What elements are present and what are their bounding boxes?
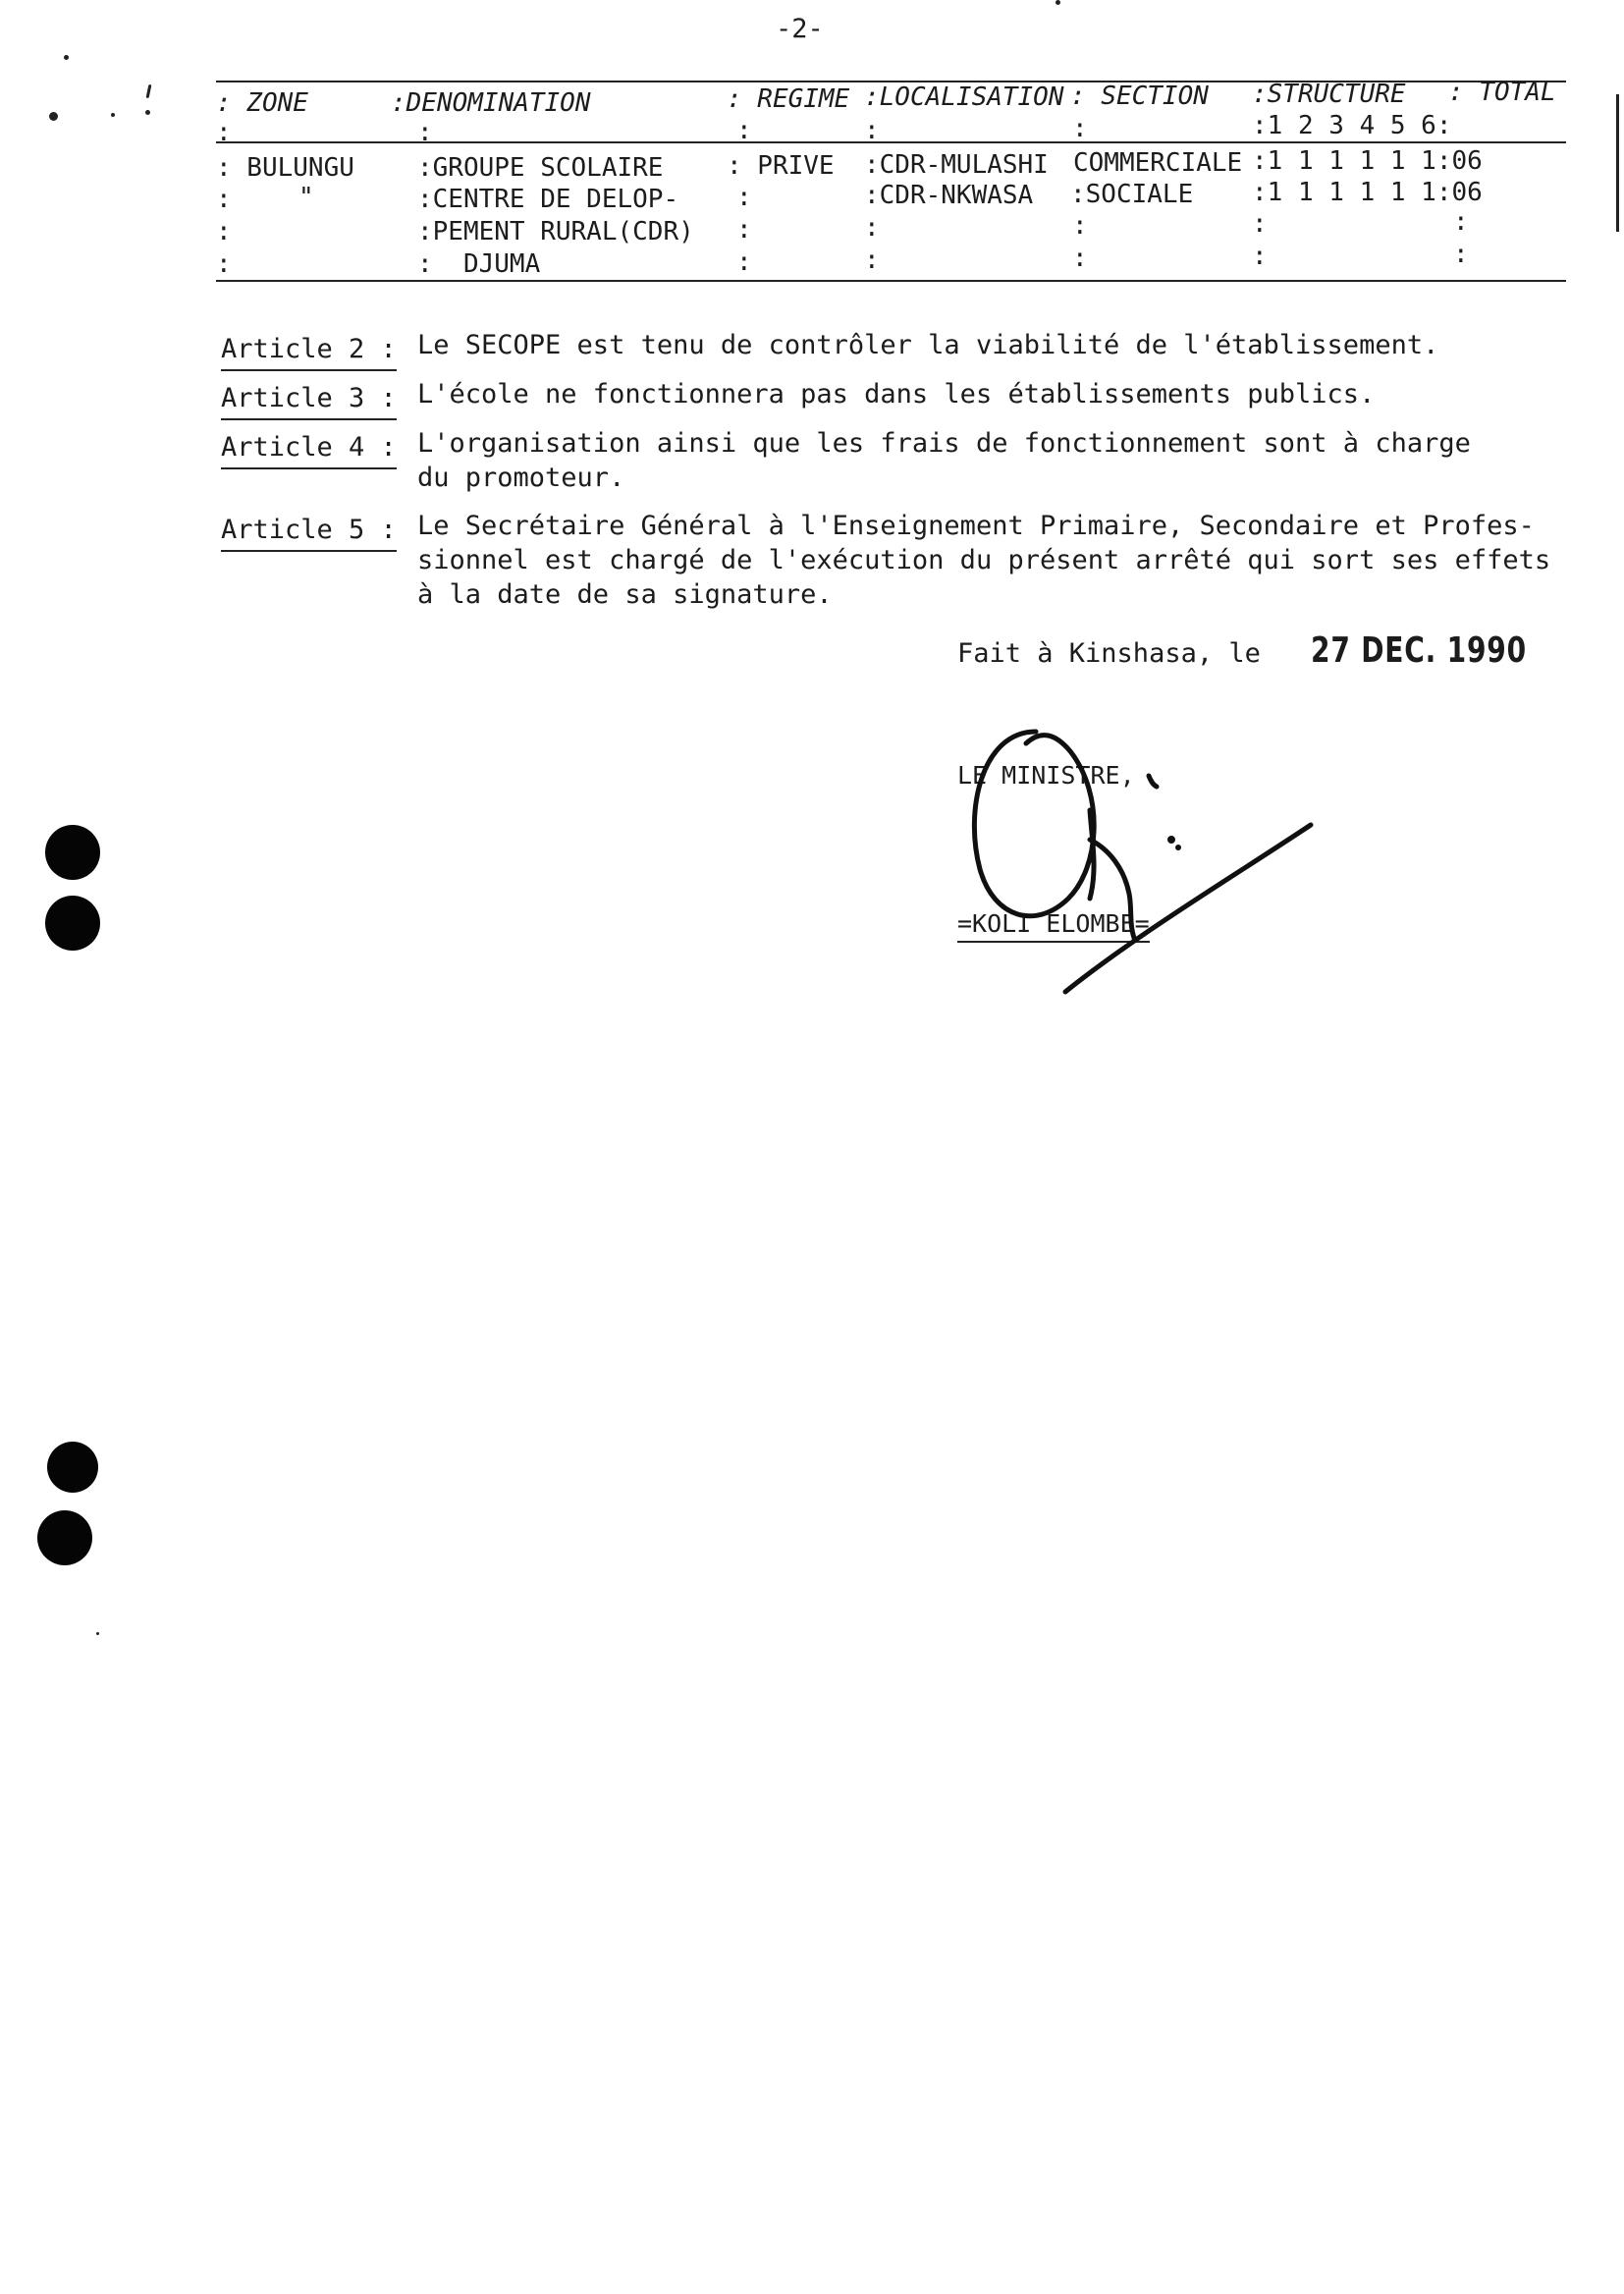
row1-section: COMMERCIALE — [1073, 148, 1243, 178]
row1-denomination: :GROUPE SCOLAIRE — [417, 153, 664, 183]
header-separator: : — [1072, 114, 1088, 143]
row2-localisation: :CDR-NKWASA — [864, 181, 1034, 210]
row2-section: :SOCIALE — [1070, 180, 1194, 209]
row-separator: : — [736, 215, 752, 245]
header-denomination: :DENOMINATION — [391, 88, 591, 118]
row-separator: : — [1453, 207, 1469, 237]
row-separator: : — [736, 247, 752, 277]
row-separator: : — [1252, 242, 1268, 271]
row2-structure: :1 1 1 1 1 1:06 — [1252, 178, 1483, 207]
header-structure-numbers: :1 2 3 4 5 6: — [1252, 111, 1452, 140]
speck — [111, 113, 115, 117]
article-label: Article 4 : — [221, 430, 397, 469]
row1-localisation: :CDR-MULASHI — [864, 150, 1049, 180]
row-separator: : — [216, 249, 232, 279]
article-text: L'école ne fonctionnera pas dans les établissements publics. — [417, 379, 1376, 410]
header-separator: : — [216, 118, 232, 147]
school-table — [216, 77, 1566, 283]
minister-name: =KOLI ELOMBE= — [957, 909, 1150, 943]
article-text: Le SECOPE est tenu de contrôler la viabilité de l'établissement. — [417, 330, 1439, 360]
speck — [49, 112, 58, 121]
row-separator: : — [1072, 211, 1088, 241]
header-separator: : — [864, 116, 880, 145]
page-number: -2- — [776, 14, 824, 44]
speck — [1616, 94, 1619, 232]
header-separator: : — [736, 116, 752, 145]
row-separator: : — [1072, 244, 1088, 273]
header-regime: : REGIME — [727, 84, 850, 114]
header-zone: : ZONE — [216, 88, 308, 118]
speck — [96, 1632, 99, 1635]
row-separator: : — [1252, 209, 1268, 239]
speck — [145, 110, 150, 115]
article-text: Le Secrétaire Général à l'Enseignement Primaire, Secondaire et Profes- sionnel est chargé de l'exécution du présent arrêté qui sort ses effets à la date de sa signature. — [417, 511, 1551, 610]
speck — [1056, 0, 1060, 5]
header-separator: : — [417, 118, 433, 147]
row-separator: : — [864, 246, 880, 275]
row1-regime: : PRIVE — [727, 151, 835, 181]
row-separator: : — [216, 185, 232, 214]
punch-hole — [45, 825, 100, 880]
row3-denomination: :PEMENT RURAL(CDR) — [417, 217, 694, 246]
speck — [146, 84, 152, 98]
row-separator: : — [864, 213, 880, 243]
row2-zone-ditto: " — [298, 183, 314, 212]
article-text: L'organisation ainsi que les frais de fonctionnement sont à charge du promoteur. — [417, 428, 1471, 493]
header-total: : TOTAL — [1448, 78, 1556, 107]
date-stamp: 27 DEC. 1990 — [1311, 630, 1527, 671]
row2-regime: : — [736, 183, 752, 212]
article-label: Article 5 : — [221, 513, 397, 552]
header-section: : SECTION — [1070, 82, 1209, 111]
minister-title: LE MINISTRE, — [957, 761, 1135, 790]
article-label: Article 2 : — [221, 332, 397, 371]
place-and-date-label: Fait à Kinshasa, le — [957, 638, 1261, 669]
punch-hole — [37, 1510, 92, 1565]
row1-structure: :1 1 1 1 1 1:06 — [1252, 146, 1483, 176]
table-bottom-rule — [216, 280, 1566, 282]
article-label: Article 3 : — [221, 381, 397, 420]
header-localisation: :LOCALISATION — [864, 82, 1064, 112]
punch-hole — [47, 1442, 98, 1493]
punch-hole — [45, 896, 100, 951]
speck — [64, 55, 69, 60]
row4-denomination: : DJUMA — [417, 249, 541, 279]
row1-zone: : BULUNGU — [216, 153, 354, 183]
header-structure: :STRUCTURE — [1252, 80, 1406, 109]
handwritten-signature — [943, 702, 1335, 997]
row-separator: : — [216, 217, 232, 246]
row2-denomination: :CENTRE DE DELOP- — [417, 185, 679, 214]
row-separator: : — [1453, 240, 1469, 269]
